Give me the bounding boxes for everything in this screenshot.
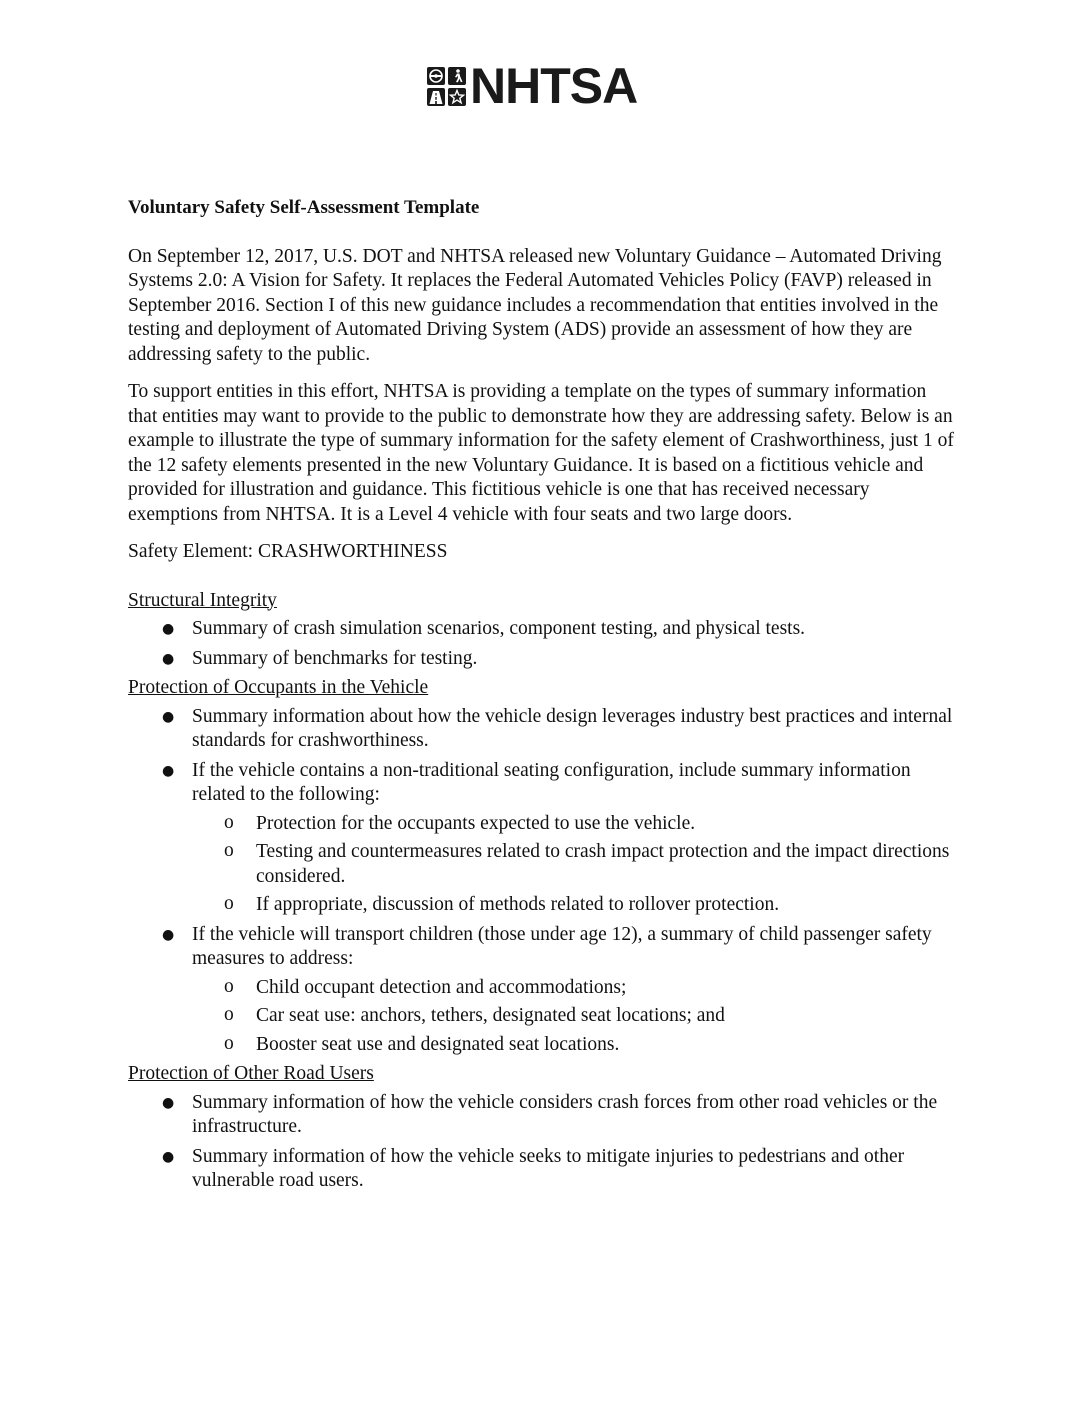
sub-bullet-icon: o bbox=[224, 1032, 234, 1054]
sub-bullet-list bbox=[192, 976, 958, 1058]
list-item-text: Summary of crash simulation scenarios, component testing, and physical tests. bbox=[192, 618, 806, 639]
pedestrian-icon bbox=[448, 67, 466, 85]
sub-list-item-text: Booster seat use and designated seat locations. bbox=[256, 1033, 620, 1055]
list-item-text: Summary of benchmarks for testing. bbox=[192, 647, 478, 669]
list-item-text: Summary information of how the vehicle seeks to mitigate injuries to pedestrians and other vulnerable road users. bbox=[192, 1145, 905, 1191]
sub-list-item bbox=[192, 1004, 958, 1029]
list-item-text: Summary information of how the vehicle considers crash forces from other road vehicles or the infrastructure. bbox=[192, 1091, 938, 1137]
sub-bullet-icon: o bbox=[224, 893, 234, 914]
section-heading: Protection of Occupants in the Vehicle bbox=[128, 677, 429, 698]
bullet-list bbox=[128, 1091, 958, 1194]
bullet-icon: ● bbox=[162, 1148, 175, 1165]
sub-bullet-icon: o bbox=[224, 840, 234, 861]
sub-list-item bbox=[192, 976, 958, 1001]
sub-list-item-text: If appropriate, discussion of methods related to rollover protection. bbox=[256, 894, 780, 915]
nhtsa-logo bbox=[427, 58, 638, 114]
bullet-icon: ● bbox=[162, 926, 175, 943]
sub-list-item bbox=[192, 1033, 958, 1058]
sub-list-item-text: Protection for the occupants expected to use the vehicle. bbox=[256, 812, 696, 834]
star-icon bbox=[448, 88, 466, 106]
section-protection-of-other-road-users bbox=[128, 1062, 958, 1194]
document-body bbox=[128, 196, 958, 1199]
logo-icon-grid bbox=[427, 67, 466, 106]
bullet-list bbox=[128, 617, 958, 671]
bullet-list bbox=[128, 705, 958, 1058]
intro-paragraph: On September 12, 2017, U.S. DOT and NHTSA released new Voluntary Guidance – Automated Driving Systems 2.0: A Vision for Safety. It replaces the Federal Automated Vehicles Policy (FAVP) released in September 2016. Section I of this new guidance includes a recommendation that entities involved in the testing and deployment of Automated Driving System (ADS) provide an assessment of how they are addressing safety to the public. bbox=[128, 245, 942, 365]
sub-list-item bbox=[192, 893, 958, 918]
sub-bullet-icon: o bbox=[224, 975, 234, 997]
steering-wheel-icon bbox=[427, 67, 445, 85]
section-heading: Protection of Other Road Users bbox=[128, 1063, 374, 1084]
section-protection-of-occupants bbox=[128, 676, 958, 1057]
sub-list-item bbox=[192, 840, 958, 889]
bullet-icon: ● bbox=[162, 762, 175, 779]
list-item-text: Summary information about how the vehicle design leverages industry best practices and internal standards for crashworthiness. bbox=[192, 705, 953, 751]
section-heading: Structural Integrity bbox=[128, 589, 277, 611]
document-title: Voluntary Safety Self-Assessment Template bbox=[128, 197, 480, 218]
bullet-icon: ● bbox=[162, 708, 175, 725]
sub-bullet-list bbox=[192, 812, 958, 918]
sub-list-item-text: Car seat use: anchors, tethers, designated seat locations; and bbox=[256, 1005, 725, 1026]
list-item bbox=[128, 923, 958, 1058]
logo-wordmark: NHTSA bbox=[470, 58, 638, 114]
bullet-icon: ● bbox=[162, 621, 175, 637]
sub-bullet-icon: o bbox=[224, 1004, 234, 1025]
sub-bullet-icon: o bbox=[224, 811, 234, 833]
road-icon bbox=[427, 88, 445, 106]
bullet-icon: ● bbox=[162, 650, 175, 667]
section-structural-integrity bbox=[128, 589, 958, 672]
list-item-text: If the vehicle contains a non-traditional seating configuration, include summary information related to the following: bbox=[192, 759, 911, 805]
sub-list-item bbox=[192, 812, 958, 837]
sub-list-item-text: Child occupant detection and accommodations; bbox=[256, 976, 627, 998]
list-item bbox=[128, 1091, 958, 1140]
list-item bbox=[128, 617, 958, 642]
list-item-text: If the vehicle will transport children (those under age 12), a summary of child passenger safety measures to address: bbox=[192, 923, 932, 969]
sub-list-item-text: Testing and countermeasures related to crash impact protection and the impact directions considered. bbox=[256, 841, 950, 887]
bullet-icon: ● bbox=[162, 1094, 175, 1111]
list-item bbox=[128, 705, 958, 754]
list-item bbox=[128, 1145, 958, 1194]
safety-element-label: Safety Element: CRASHWORTHINESS bbox=[128, 541, 448, 562]
list-item bbox=[128, 759, 958, 918]
list-item bbox=[128, 647, 958, 672]
support-paragraph: To support entities in this effort, NHTSA is providing a template on the types of summary information that entities may want to provide to the public to demonstrate how they are addressing safety. Below is an example to illustrate the type of summary information for the safety element of Crashworthiness, just 1 of the 12 safety elements presented in the new Voluntary Guidance. It is based on a fictitious vehicle and provided for illustration and guidance. This fictitious vehicle is one that has received necessary exemptions from NHTSA. It is a Level 4 vehicle with four seats and two large doors. bbox=[128, 381, 954, 525]
